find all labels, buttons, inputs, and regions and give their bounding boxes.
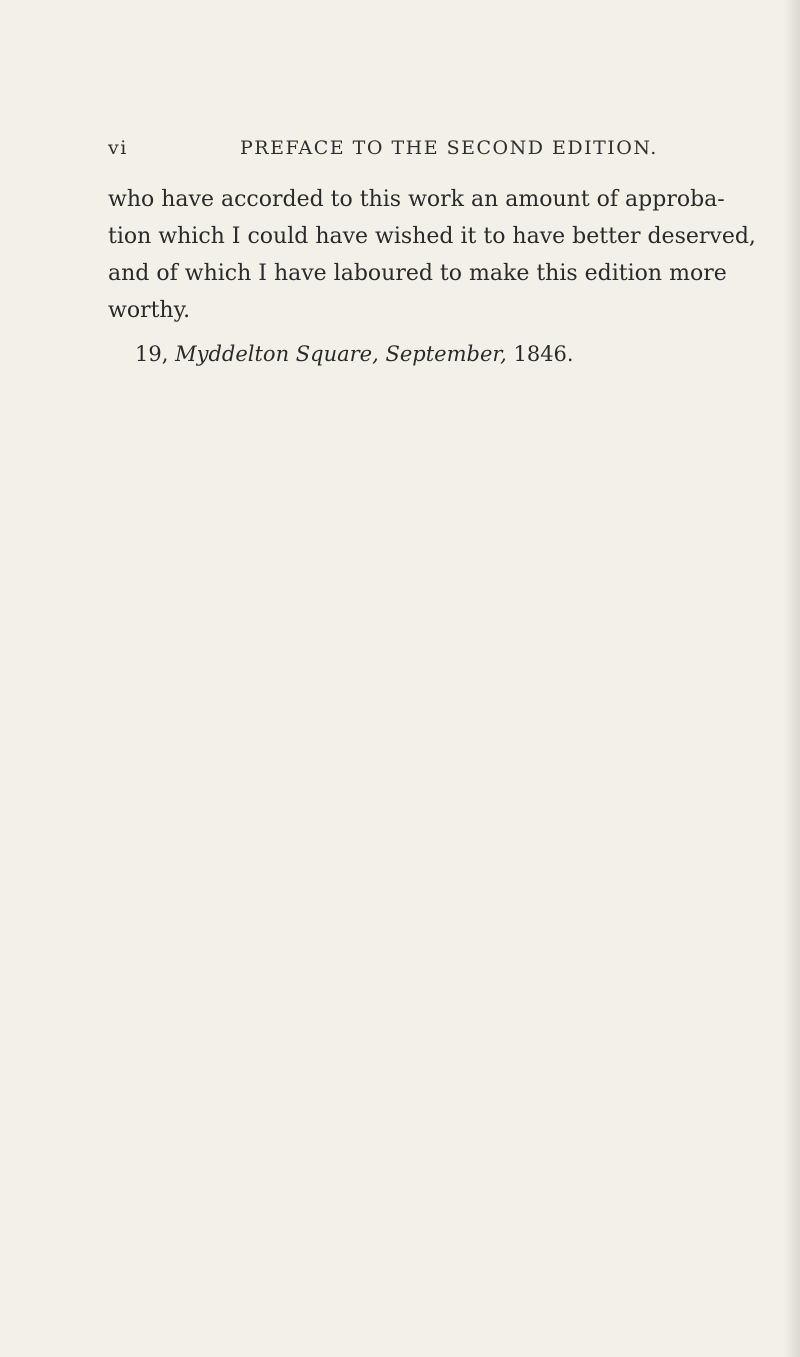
body-line: worthy. bbox=[108, 298, 191, 323]
signature-place: Myddelton Square, September, bbox=[175, 342, 507, 366]
body-line: who have accorded to this work an amount of approba- bbox=[108, 187, 725, 212]
signature-year: 1846. bbox=[513, 342, 574, 366]
page-edge-shadow bbox=[784, 0, 800, 1357]
running-head bbox=[108, 137, 658, 163]
body-line: tion which I could have wished it to have better deserved, bbox=[108, 224, 756, 249]
body-paragraph bbox=[108, 181, 756, 329]
body-line: and of which I have laboured to make this edition more bbox=[108, 261, 727, 286]
signature-line bbox=[135, 342, 574, 366]
running-title: PREFACE TO THE SECOND EDITION. bbox=[240, 137, 658, 159]
signature-number: 19, bbox=[135, 342, 169, 366]
page-number: vi bbox=[108, 137, 128, 159]
